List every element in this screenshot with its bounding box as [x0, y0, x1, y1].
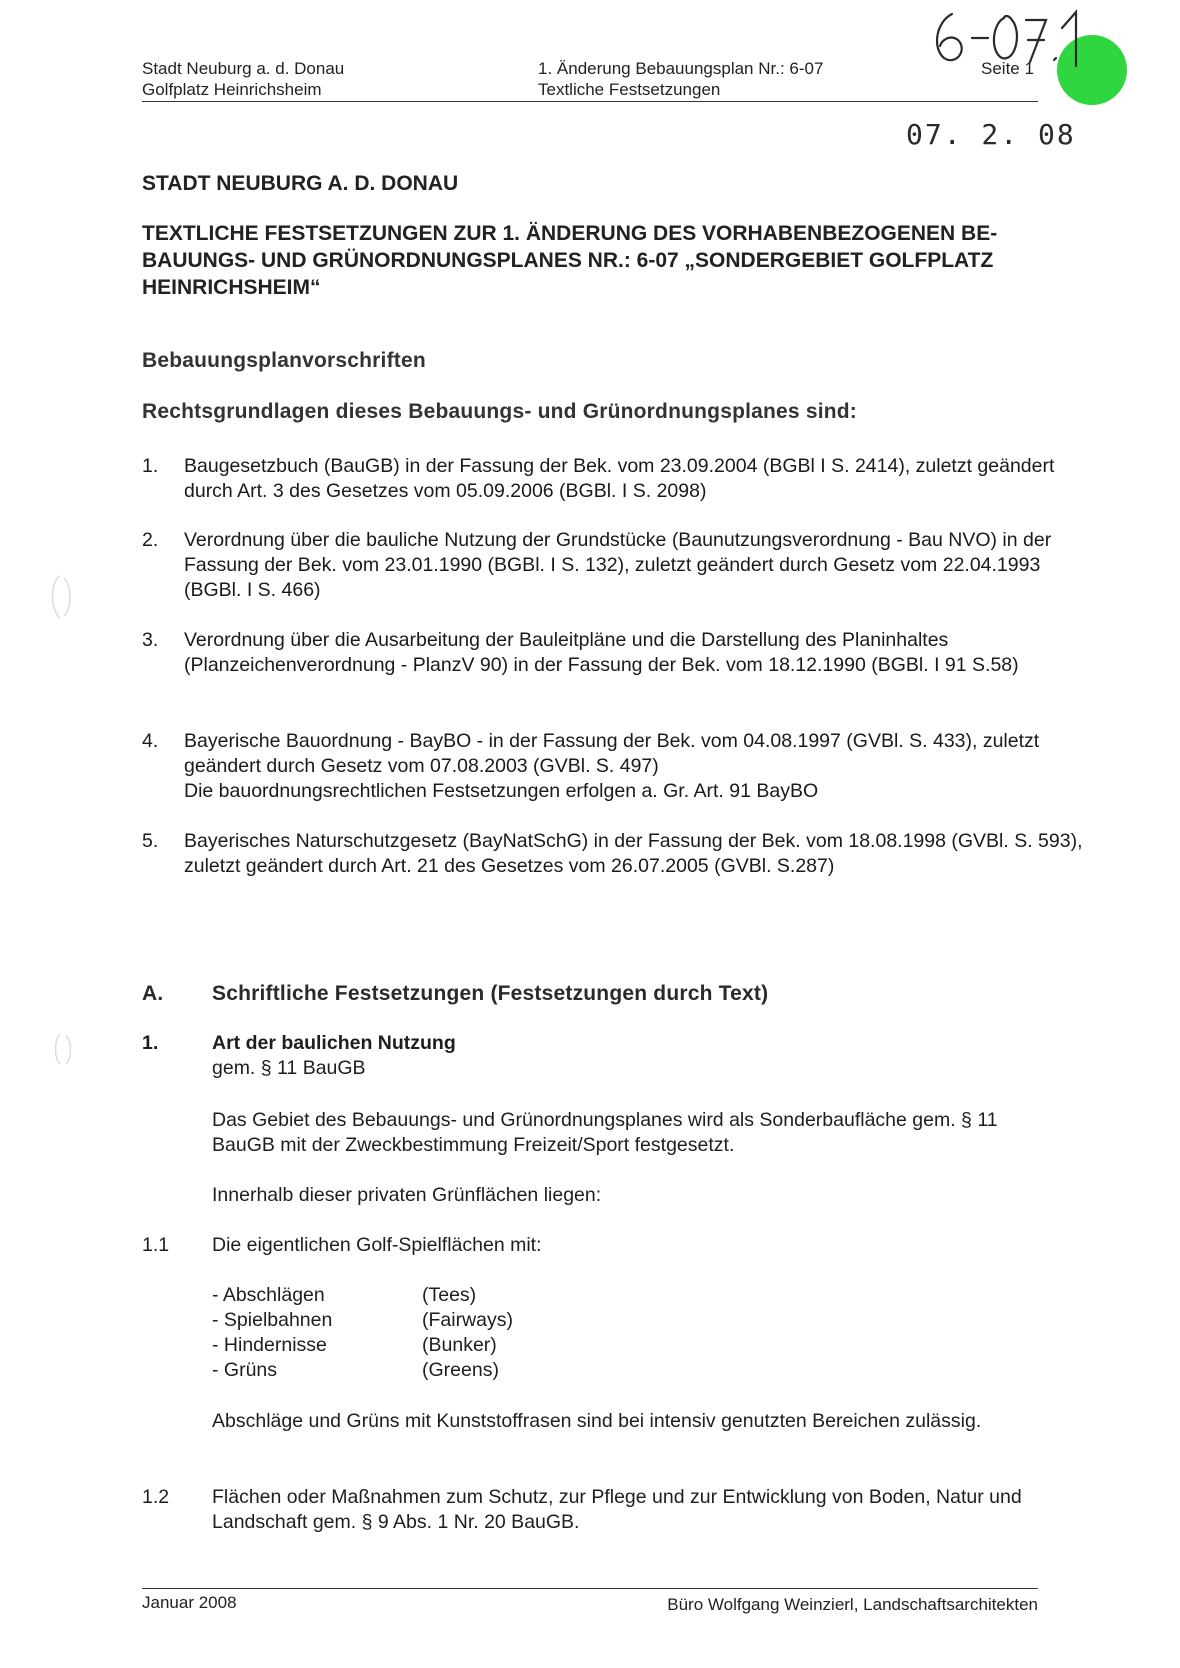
- header-page-number: Seite 1: [981, 59, 1034, 78]
- golf-area-name: - Abschlägen: [212, 1284, 325, 1306]
- golf-area-english: (Fairways): [422, 1309, 513, 1331]
- legal-basis-number: 2.: [142, 529, 159, 551]
- item-1-title: Art der baulichen Nutzung: [212, 1032, 456, 1054]
- header-left: [142, 58, 344, 100]
- legal-basis-text: Bayerisches Naturschutzgesetz (BayNatSchG) in der Fassung der Bek. vom 18.08.1998 (GVBl. S. 593), zuletzt geändert durch Art. 21 des Gesetzes vom 26.07.2005 (GVBl. S.287): [184, 830, 1083, 877]
- item-1-1-note: Abschläge und Grüns mit Kunststoffrasen sind bei intensiv genutzten Bereichen zulässig.: [212, 1410, 982, 1432]
- legal-basis-text-line: Die bauordnungsrechtlichen Festsetzungen erfolgen a. Gr. Art. 91 BayBO: [184, 780, 819, 802]
- list-item: [212, 1283, 513, 1308]
- legal-basis-text: Baugesetzbuch (BauGB) in der Fassung der Bek. vom 23.09.2004 (BGBl I S. 2414), zuletzt geändert durch Art. 3 des Gesetzes vom 05.09.2006 (BGBl. I S. 2098): [184, 455, 1055, 502]
- item-1-number: 1.: [142, 1032, 159, 1054]
- punch-hole-mark: [46, 572, 76, 622]
- item-1-2-text: Flächen oder Maßnahmen zum Schutz, zur Pflege und zur Entwicklung von Boden, Natur und Landschaft gem. § 9 Abs. 1 Nr. 20 BauGB.: [212, 1486, 1022, 1533]
- punch-hole-mark: [48, 1030, 78, 1070]
- golf-area-english: (Bunker): [422, 1334, 497, 1356]
- item-1-2-number: 1.2: [142, 1486, 170, 1508]
- legal-basis-text: Verordnung über die Ausarbeitung der Bauleitpläne und die Darstellung des Planinhaltes (Planzeichenverordnung - PlanzV 90) in der Fassung der Bek. vom 18.12.1990 (BGBl. I 91 S.58): [184, 629, 1019, 676]
- item-1-block: [212, 1031, 1032, 1081]
- golf-area-english: (Tees): [422, 1284, 477, 1306]
- golf-area-name: - Hindernisse: [212, 1334, 327, 1356]
- header-center: [538, 58, 823, 100]
- legal-basis-text: [184, 729, 1084, 804]
- header-project: Golfplatz Heinrichsheim: [142, 80, 322, 99]
- golf-area-english: (Greens): [422, 1359, 499, 1381]
- footer-date: Januar 2008: [142, 1593, 237, 1612]
- list-item: [212, 1308, 513, 1333]
- received-date-stamp: 07. 2. 08: [906, 118, 1076, 151]
- section-a-title: Schriftliche Festsetzungen (Festsetzungen durch Text): [212, 982, 769, 1005]
- legal-basis-text-line: Bayerische Bauordnung - BayBO - in der Fassung der Bek. vom 04.08.1997 (GVBl. S. 433), zuletzt geändert durch Gesetz vom 07.08.2003 (GVBl. S. 497): [184, 730, 1040, 777]
- header-rule: [142, 101, 1038, 102]
- item-1-reference: gem. § 11 BauGB: [212, 1057, 366, 1079]
- legal-basis-number: 1.: [142, 455, 159, 477]
- legal-basis-number: 4.: [142, 730, 159, 752]
- legal-basis-number: 3.: [142, 629, 159, 651]
- golf-area-list: [212, 1283, 513, 1383]
- golf-area-name: - Spielbahnen: [212, 1309, 333, 1331]
- section-a-letter: A.: [142, 982, 164, 1005]
- item-1-1-text: Die eigentlichen Golf-Spielflächen mit:: [212, 1234, 542, 1256]
- header-amendment: 1. Änderung Bebauungsplan Nr.: 6-07: [538, 59, 824, 78]
- handwritten-code: [922, 2, 1102, 72]
- golf-area-name: - Grüns: [212, 1359, 278, 1381]
- header-subject: Textliche Festsetzungen: [538, 80, 721, 99]
- legal-basis-number: 5.: [142, 830, 159, 852]
- footer-office: Büro Wolfgang Weinzierl, Landschaftsarchitekten: [667, 1595, 1038, 1614]
- legal-basis-text: Verordnung über die bauliche Nutzung der Grundstücke (Baunutzungsverordnung - Bau NVO) in der Fassung der Bek. vom 23.01.1990 (BGBl. I S. 132), zuletzt geändert durch Gesetz vom 22.04.1993 (BGBl. I S. 466): [184, 529, 1052, 601]
- item-1-paragraph: Innerhalb dieser privaten Grünflächen liegen:: [212, 1184, 602, 1206]
- section-title-legal-bases: Rechtsgrundlagen dieses Bebauungs- und Grünordnungsplanes sind:: [142, 400, 857, 423]
- item-1-1-number: 1.1: [142, 1234, 170, 1256]
- list-item: [212, 1358, 513, 1383]
- city-title: STADT NEUBURG A. D. DONAU: [142, 172, 459, 195]
- item-1-paragraph: Das Gebiet des Bebauungs- und Grünordnungsplanes wird als Sonderbaufläche gem. § 11 BauGB mit der Zweckbestimmung Freizeit/Sport festgesetzt.: [212, 1109, 998, 1156]
- section-title-regulations: Bebauungsplanvorschriften: [142, 349, 426, 372]
- list-item: [212, 1333, 513, 1358]
- main-title: TEXTLICHE FESTSETZUNGEN ZUR 1. ÄNDERUNG DES VORHABENBEZOGENEN BEBAUUNGS- UND GRÜNORDNUNGSPLANES NR.: 6-07 „SONDERGEBIET GOLFPLATZ HEINRICHSHEIM“: [142, 222, 998, 299]
- footer-rule: [142, 1588, 1038, 1589]
- header-city: Stadt Neuburg a. d. Donau: [142, 59, 345, 78]
